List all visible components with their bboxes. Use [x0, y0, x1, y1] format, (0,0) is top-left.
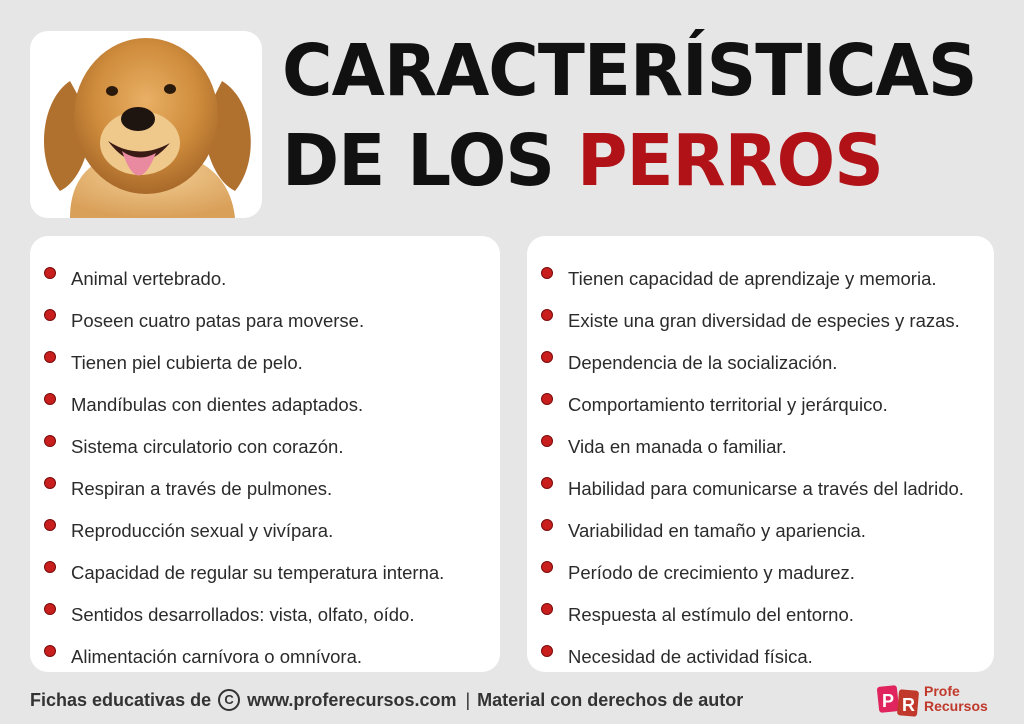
list-item: [44, 342, 494, 384]
list-item-text: Respiran a través de pulmones.: [71, 478, 333, 499]
list-item-text: Necesidad de actividad física.: [568, 646, 813, 667]
pr-logo-icon: [876, 684, 924, 718]
bullet-icon: [44, 561, 56, 573]
list-item: [44, 300, 494, 342]
dog-image: [30, 31, 262, 218]
footer-rights: Material con derechos de autor: [477, 689, 744, 710]
list-item-text: Reproducción sexual y vivípara.: [71, 520, 334, 541]
svg-text:P: P: [882, 691, 895, 711]
list-item-text: Sentidos desarrollados: vista, olfato, oído.: [71, 604, 415, 625]
bullet-icon: [44, 309, 56, 321]
bullet-icon: [541, 561, 553, 573]
list-item-text: Vida en manada o familiar.: [568, 436, 787, 457]
logo-wordmark: [924, 684, 988, 714]
copyright-icon: C: [218, 689, 240, 711]
list-item: [44, 636, 494, 678]
title-line-2-accent: PERROS: [576, 119, 883, 202]
list-item-text: Sistema circulatorio con corazón.: [71, 436, 344, 457]
title-line-2-prefix: DE LOS: [282, 119, 577, 202]
footer-prefix: Fichas educativas de: [30, 689, 212, 710]
list-item-text: Respuesta al estímulo del entorno.: [568, 604, 854, 625]
bullet-icon: [44, 603, 56, 615]
list-item: [541, 384, 988, 426]
list-item: [541, 510, 988, 552]
list-item-text: Tienen piel cubierta de pelo.: [71, 352, 303, 373]
list-item: [44, 594, 494, 636]
list-item-text: Capacidad de regular su temperatura interna.: [71, 562, 445, 583]
list-item: [44, 468, 494, 510]
bullet-icon: [541, 393, 553, 405]
bullet-icon: [541, 519, 553, 531]
bullet-icon: [44, 519, 56, 531]
list-item-text: Mandíbulas con dientes adaptados.: [71, 394, 364, 415]
bullet-icon: [44, 267, 56, 279]
bullet-icon: [44, 435, 56, 447]
bullet-icon: [541, 477, 553, 489]
profe-recursos-logo[interactable]: [876, 684, 996, 718]
list-item-text: Existe una gran diversidad de especies y razas.: [568, 310, 960, 331]
list-item: [44, 552, 494, 594]
left-characteristics-card: [30, 236, 500, 672]
list-item-text: Dependencia de la socialización.: [568, 352, 838, 373]
list-item-text: Alimentación carnívora o omnívora.: [71, 646, 362, 667]
bullet-icon: [44, 393, 56, 405]
list-item: [541, 300, 988, 342]
list-item-text: Poseen cuatro patas para moverse.: [71, 310, 365, 331]
list-item: [541, 552, 988, 594]
list-item-text: Habilidad para comunicarse a través del ladrido.: [568, 478, 964, 499]
bullet-icon: [541, 267, 553, 279]
svg-text:R: R: [902, 695, 915, 715]
bullet-icon: [541, 309, 553, 321]
list-item: [541, 636, 988, 678]
list-item: [541, 342, 988, 384]
list-item: [541, 258, 988, 300]
golden-retriever-illustration: [30, 31, 262, 218]
list-item-text: Tienen capacidad de aprendizaje y memoria.: [568, 268, 937, 289]
list-item-text: Variabilidad en tamaño y apariencia.: [568, 520, 866, 541]
footer-separator: |: [465, 689, 471, 710]
bullet-icon: [541, 645, 553, 657]
right-characteristics-card: [527, 236, 994, 672]
list-item: [541, 426, 988, 468]
list-item-text: Período de crecimiento y madurez.: [568, 562, 855, 583]
logo-line-2: Recursos: [924, 698, 988, 714]
bullet-icon: [541, 603, 553, 615]
bullet-icon: [44, 645, 56, 657]
page-title: [282, 26, 977, 206]
list-item: [44, 426, 494, 468]
list-item-text: Comportamiento territorial y jerárquico.: [568, 394, 888, 415]
list-item-text: Animal vertebrado.: [71, 268, 227, 289]
footer-credits: [30, 687, 743, 713]
logo-line-1: Profe: [924, 683, 960, 699]
title-line-1: CARACTERÍSTICAS: [282, 29, 977, 112]
list-item: [44, 258, 494, 300]
bullet-icon: [541, 435, 553, 447]
bullet-icon: [44, 477, 56, 489]
list-item: [44, 510, 494, 552]
bullet-icon: [44, 351, 56, 363]
bullet-icon: [541, 351, 553, 363]
list-item: [541, 594, 988, 636]
list-item: [44, 384, 494, 426]
left-characteristics-list: [44, 258, 494, 678]
right-characteristics-list: [541, 258, 988, 678]
footer-url-link[interactable]: www.profe​recursos.com: [247, 689, 457, 710]
list-item: [541, 468, 988, 510]
